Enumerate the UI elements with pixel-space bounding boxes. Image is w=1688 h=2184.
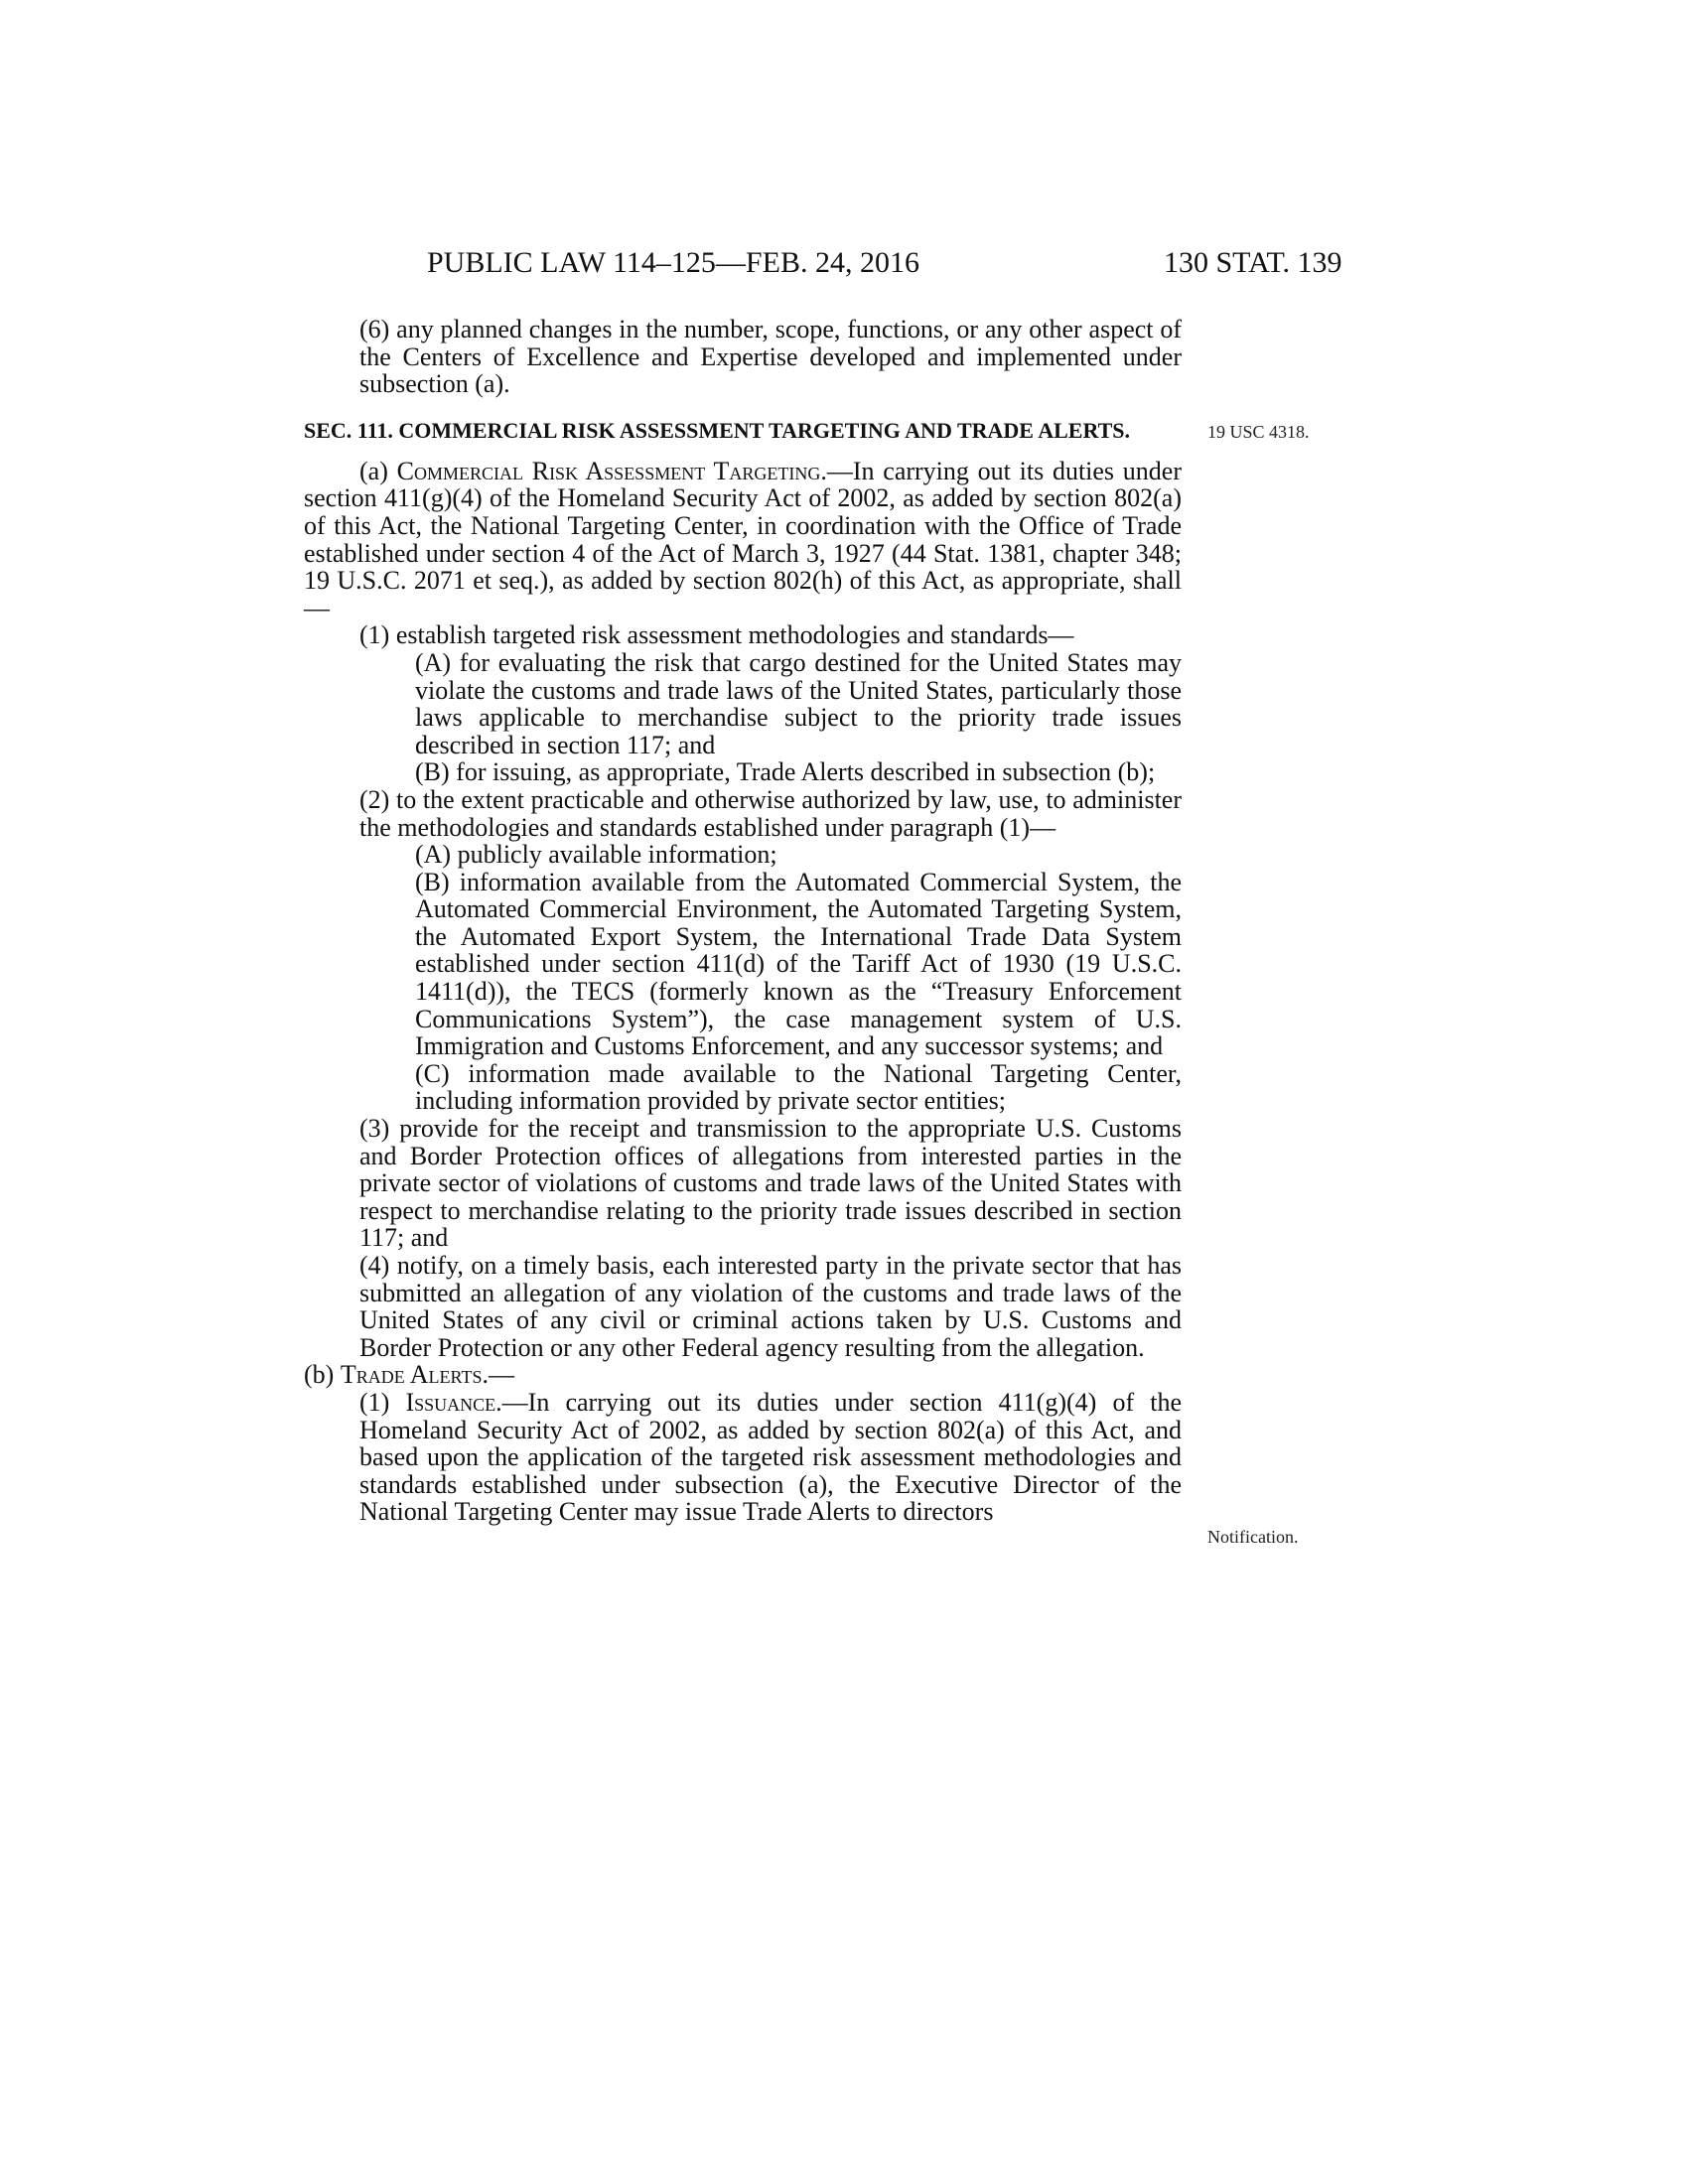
paragraph-a2A: (A) publicly available information; [415,840,777,870]
paragraph-a2: (2) to the extent practicable and otherwise authorized by law, use, to administer the methodologies and standards established under paragraph (1)— [359,784,1182,842]
subsection-a-heading: Commercial Risk Assessment Targeting [396,456,821,485]
margin-note-notification: Notification. [1207,1527,1299,1547]
subsection-a-label: (a) [359,456,397,485]
paragraph-a1B: (B) for issuing, as appropriate, Trade Alerts described in subsection (b); [415,757,1156,787]
paragraph-a1A: (A) for evaluating the risk that cargo destined for the United States may violate the customs and trade laws of the United States, particularly those laws applicable to merchandise subject to the priority trade issues described in section 117; and [415,647,1182,759]
paragraph-b1-heading: Issuance [405,1387,496,1417]
subsection-a-text: .—In carrying out its duties under section 411(g)(4) of the Homeland Security Act of 2002, as added by section 802(a) of this Act, the National Targeting Center, in coordination with the Office of Trade established under section 4 of the Act of March 3, 1927 (44 Stat. 1381, chapter 348; 19 U.S.C. 2071 et seq.), as added by section 802(h) of this Act, as appropriate, shall— [304,456,1183,622]
margin-note-usc: 19 USC 4318. [1207,422,1310,442]
paragraph-a2C: (C) information made available to the National Targeting Center, including information provided by private sector entities; [415,1058,1182,1116]
header-page-number: 130 STAT. 139 [1164,246,1342,279]
section-heading: SEC. 111. COMMERCIAL RISK ASSESSMENT TARGETING AND TRADE ALERTS. [304,417,1130,443]
paragraph-a1: (1) establish targeted risk assessment methodologies and standards— [359,620,1074,650]
subsection-b-heading: Trade Alerts [340,1360,483,1390]
paragraph-b1-text: .—In carrying out its duties under section 411(g)(4) of the Homeland Security Act of 2002, as added by section 802(a) of this Act, and based upon the application of the targeted risk assessment methodologies and standards established under subsection (a), the Executive Director of the National Targeting Center may issue Trade Alerts to directors [359,1387,1183,1527]
body-text [304,316,1182,1526]
subsection-b-label: (b) [304,1360,341,1390]
paragraph-b1 [304,1389,1182,1526]
paragraph-a2B: (B) information available from the Automated Commercial System, the Automated Commercial Environment, the Automated Targeting System, the Automated Export System, the International Trade Data System established under section 411(d) of the Tariff Act of 1930 (19 U.S.C. 1411(d)), the TECS (formerly known as the “Treasury Enforcement Communications System”), the case management system of U.S. Immigration and Customs Enforcement, and any successor systems; and [415,867,1182,1061]
header-title: PUBLIC LAW 114–125—FEB. 24, 2016 [427,246,919,279]
paragraph-b1-label: (1) [359,1387,406,1417]
page-header [0,246,1688,286]
subsection-b [304,1361,1182,1389]
paragraph-a4: (4) notify, on a timely basis, each interested party in the private sector that has submitted an allegation of any violation of the customs and trade laws of the United States of any civil or criminal actions taken by U.S. Customs and Border Protection or any other Federal agency resulting from the allegation. [359,1251,1182,1362]
subsection-a [304,458,1182,622]
subsection-b-text: .— [482,1360,514,1390]
paragraph-6: (6) any planned changes in the number, scope, functions, or any other aspect of the Centers of Excellence and Expertise developed and implemented under subsection (a). [359,315,1182,399]
paragraph-a3: (3) provide for the receipt and transmission to the appropriate U.S. Customs and Border Protection offices of allegations from interested parties in the private sector of violations of customs and trade laws of the United States with respect to merchandise relating to the priority trade issues described in section 117; and [359,1114,1182,1253]
